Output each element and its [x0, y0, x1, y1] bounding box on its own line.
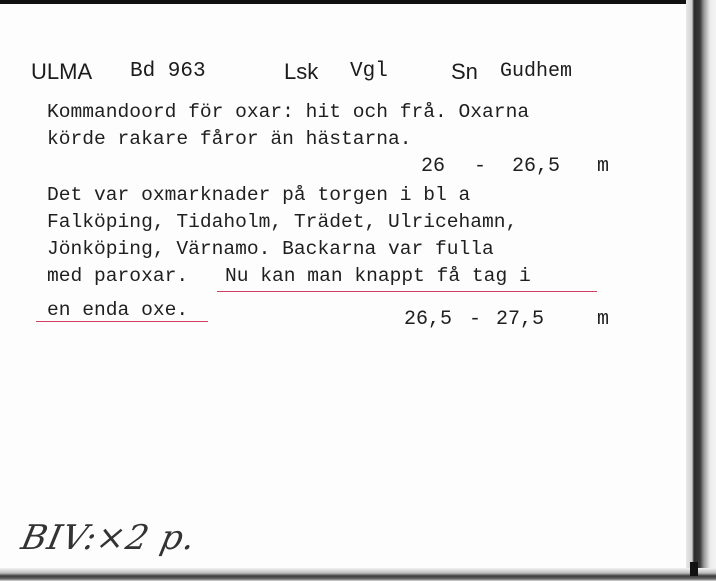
body-line-4: Falköping, Tidaholm, Trädet, Ulricehamn, [47, 211, 518, 233]
measurement-1-from: 26 [421, 155, 446, 178]
underline-mark-1 [217, 291, 597, 292]
body-line-2: körde rakare fåror än hästarna. [47, 128, 412, 150]
measurement-2-from: 26,5 [404, 308, 453, 331]
body-line-6-underlined: Nu kan man knappt få tag i [225, 265, 531, 287]
socken-label: Sn [451, 59, 478, 84]
body-line-5: Jönköping, Värnamo. Backarna var fulla [47, 238, 494, 260]
landskap-label: Lsk [284, 59, 319, 84]
card-top-border [0, 0, 716, 4]
handwritten-note: BIV:×2 p. [17, 518, 200, 558]
body-line-7: en enda oxe. [47, 299, 189, 321]
measurement-2-unit: m [597, 308, 610, 331]
measurement-2-to: 27,5 [496, 308, 545, 331]
body-line-3: Det var oxmarknader på torgen i bl a [47, 184, 471, 206]
measurement-1-dash: - [474, 155, 487, 178]
volume-number: Bd 963 [130, 60, 206, 83]
measurement-1-to: 26,5 [512, 155, 561, 178]
card-right-edge [686, 0, 716, 581]
body-line-6: med paroxar. [47, 265, 189, 287]
measurement-2-dash: - [469, 308, 482, 331]
card-bottom-edge [0, 568, 716, 581]
corner-mark [690, 562, 698, 576]
body-line-1: Kommandoord för oxar: hit och frå. Oxarna [47, 101, 530, 123]
landskap-value: Vgl [350, 60, 388, 83]
measurement-1-unit: m [597, 155, 610, 178]
socken-value: Gudhem [500, 60, 573, 83]
archive-code: ULMA [31, 59, 93, 84]
underline-mark-2 [36, 321, 208, 322]
